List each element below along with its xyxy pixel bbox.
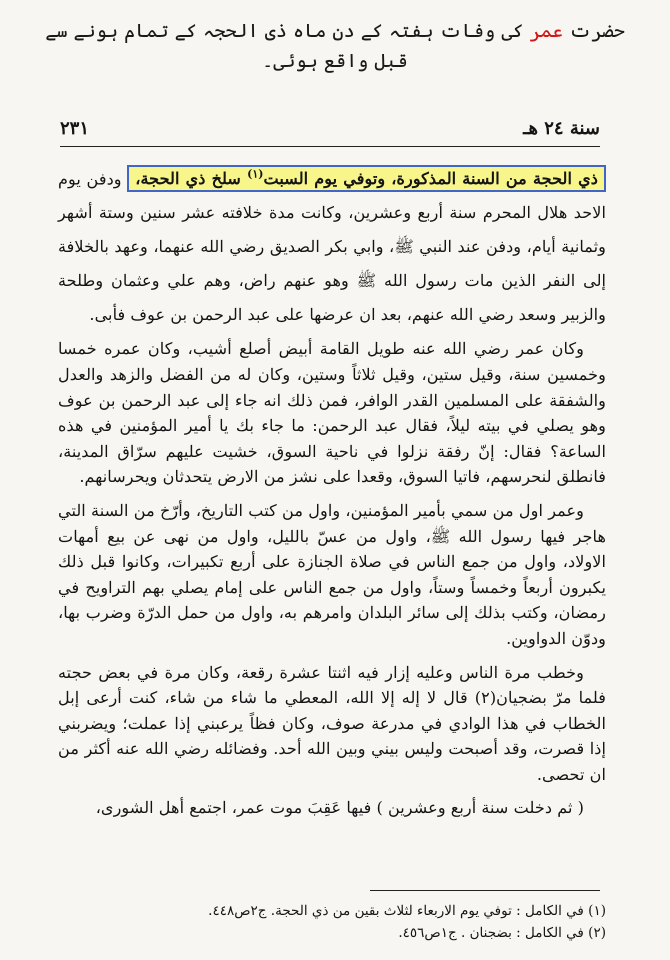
footnote-1: (١) في الكامل : توفي يوم الاربعاء لثلاث بقين من ذي الحجة. ج٢ص٤٤٨. bbox=[208, 903, 606, 919]
footnote-2: (٢) في الكامل : بضجنان . ج١ص٤٥٦. bbox=[398, 925, 606, 941]
paragraph-1-text: ودفن يوم الاحد هلال المحرم سنة أربع وعشرين، وكانت مدة خلافته عشر سنين وستة أشهر وثمانية أيام، ودفن عند النبي ﷺ، وابي بكر الصديق رضي الله عنهما، وعهد بالخلافة إلى النفر الذين مات رسول الله ﷺ وهو عنهم راض، وهم علي وعثمان وطلحة والزبير وسعد رضي الله عنهم، بعد ان عرضها على عبد الرحمن بن عوف فأبى. bbox=[58, 169, 606, 325]
paragraph-5 bbox=[58, 795, 606, 821]
year-heading: سنة ٢٤ هـ bbox=[523, 118, 600, 139]
paragraph-5-text: ( ثم دخلت سنة أربع وعشرين ) فيها عَقِبَ موت عمر، اجتمع أهل الشورى، bbox=[95, 798, 584, 818]
paragraph-4-text: وخطب مرة الناس وعليه إزار فيه اثنتا عشرة رقعة، وكان مرة في بعض حجته فلما مرّ بضجيان(٢) قال لا إله إلا الله، المعطي ما شاء من شاء، كنت أرعى إبل الخطاب في هذا الوادي في مدرعة صوف، وكان فظاً يرعبني إذا عملت؛ ويضربني إذا قصرت، وقد أصبحت وليس بيني وبين الله أحد. وفضائله رضي الله عنه أكثر من ان تحصى. bbox=[58, 662, 606, 784]
paragraph-2-text: وكان عمر رضي الله عنه طويل القامة أبيض أصلع أشيب، وكان عمره خمسا وخمسين سنة، وقيل ستين، وقيل ثلاثاً وستين، وكان له من الفضل والزهد والعدل والشفقة على المسلمين القدر الوافر، فمن ذلك انه جاء إلى عبد الرحمن بن عوف وهو يصلي في بيته ليلاً، فقال عبد الرحمن: ما جاء بك يا أمير المؤمنين في هذه الساعة؟ فقال: إنّ رفقة نزلوا في ناحية السوق، خشيت عليهم سرّاق المدينة، فانطلق لنحرسهم، فاتيا السوق، وقعدا على نشز من الارض يتحدثان ويحرسانهم. bbox=[58, 339, 606, 487]
page-header bbox=[60, 118, 600, 144]
header-divider bbox=[60, 146, 600, 147]
highlight-end: سلخ ذي الحجة، bbox=[135, 169, 248, 189]
caption-prefix: حضرت bbox=[563, 20, 625, 42]
paragraph-1 bbox=[58, 158, 606, 332]
paragraph-3 bbox=[58, 498, 606, 652]
caption-text: کی وفات ہفتہ کے دن ماہ ذی الحجہ کے تمام ہونے سے قبل واقع ہوئی۔ bbox=[45, 20, 530, 72]
paragraph-2 bbox=[58, 336, 606, 490]
page-number: ٢٣١ bbox=[60, 118, 90, 139]
caption-name: عمر bbox=[529, 20, 564, 42]
urdu-caption bbox=[40, 16, 630, 76]
highlighted-sentence bbox=[127, 165, 606, 192]
paragraph-4 bbox=[58, 660, 606, 788]
main-text bbox=[58, 158, 606, 821]
highlight-text: ذي الحجة من السنة المذكورة، وتوفي يوم السبت bbox=[263, 169, 598, 189]
paragraph-3-text: وعمر اول من سمي بأمير المؤمنين، واول من كتب التاريخ، وأرّخ من السنة التي هاجر فيها رسول الله ﷺ، واول من عسّ بالليل، واول من نهى عن بيع أمهات الاولاد، واول من جمع الناس في صلاة الجنازة على أربع تكبيرات، وكانوا قبل ذلك يكبرون أربعاً وخمساً وستاً، واول من جمع الناس على إمام يصلي بهم التراويح في رمضان، وكتب بذلك إلى سائر البلدان وامرهم به، واول من حمل الدرّة وضرب بها، ودوّن الدواوين. bbox=[58, 500, 606, 648]
footnote-marker-1: (١) bbox=[247, 168, 264, 181]
footnote-divider bbox=[370, 890, 600, 891]
footnotes bbox=[58, 900, 606, 944]
